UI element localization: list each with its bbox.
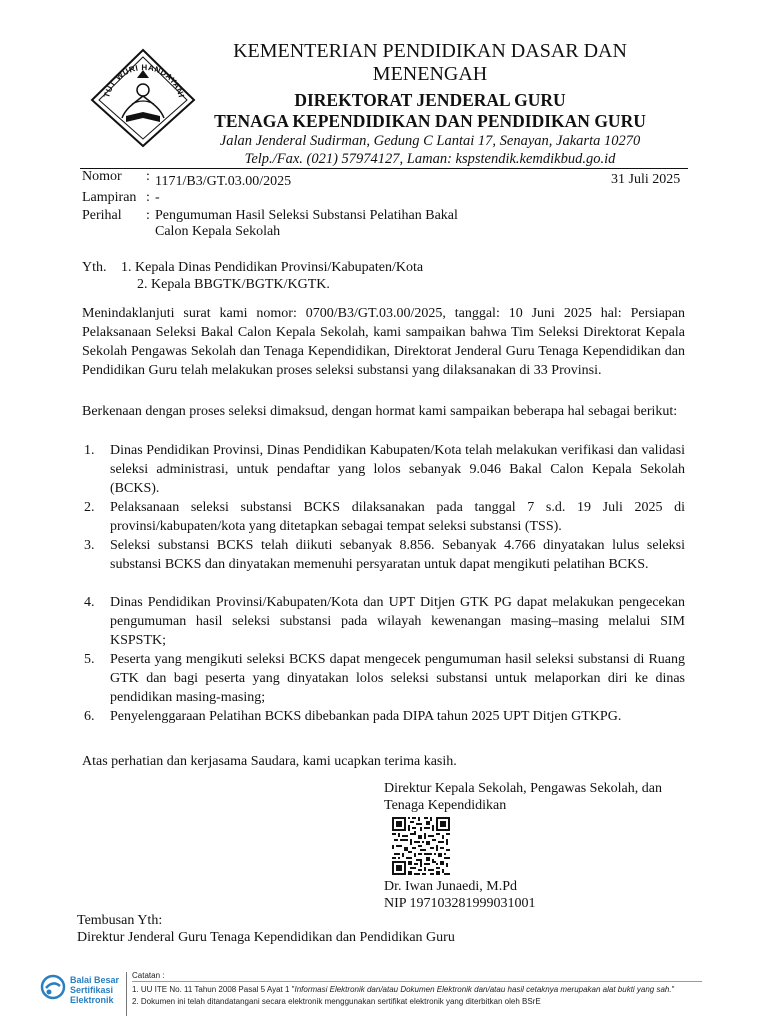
- nomor-colon: :: [146, 169, 150, 184]
- point-item-3: [82, 536, 685, 593]
- point-text: Dinas Pendidikan Provinsi/Kabupaten/Kota dan UPT Ditjen GTK PG dapat melakukan pengecekan pengumuman hasil seleksi substansi pada wilayah kewenangan masing–masing melalui SIM KSPSTK;: [110, 595, 685, 648]
- point-item-5: [82, 650, 685, 707]
- logo-motto-text: TUT WURI HANDAYANI: [102, 62, 186, 99]
- note-1-quote: Informasi Elektronik dan/atau Dokumen Elektronik dan/atau hasil cetaknya merupakan alat bukti yang sah.: [294, 985, 672, 994]
- svg-text:TUT WURI HANDAYANI: [102, 63, 186, 99]
- bsre-name-line-1: Balai Besar: [70, 975, 120, 985]
- footer-divider: [126, 972, 127, 1016]
- nomor-label: Nomor: [82, 169, 122, 184]
- point-number: 2.: [84, 500, 95, 515]
- perihal-label: Perihal: [82, 208, 122, 223]
- tembusan-line-1: Direktur Jenderal Guru Tenaga Kependidikan dan Pendidikan Guru: [77, 930, 455, 945]
- point-number: 3.: [84, 538, 95, 553]
- note-1-suffix: ": [671, 985, 675, 994]
- closing-sentence: Atas perhatian dan kerjasama Saudara, kami ucapkan terima kasih.: [82, 754, 457, 769]
- letter-date: 31 Juli 2025: [611, 172, 681, 187]
- footer-catatan-rule: [132, 981, 702, 982]
- point-text: Pelaksanaan seleksi substansi BCKS dilaksanakan pada tanggal 7 s.d. 19 Juli 2025 di provinsi/kabupaten/kota yang ditetapkan sebagai tempat seleksi substansi (TSS).: [110, 500, 685, 534]
- perihal-colon: :: [146, 208, 150, 223]
- perihal-line-2: Calon Kepala Sekolah: [155, 224, 281, 239]
- point-text: Dinas Pendidikan Provinsi, Dinas Pendidikan Kabupaten/Kota telah melakukan verifikasi dan validasi seleksi administrasi, untuk pendaftar yang lolos sebanyak 9.046 Bakal Calon Kepala Sekolah (BCKS).: [110, 443, 685, 496]
- ministry-name: KEMENTERIAN PENDIDIKAN DASAR DAN MENENGAH: [233, 40, 627, 85]
- note-1-prefix: 1. UU ITE No. 11 Tahun 2008 Pasal 5 Ayat 1 ": [132, 985, 295, 994]
- letterhead-divider: [80, 168, 688, 169]
- point-item-6: [82, 707, 685, 726]
- point-item-2: [82, 498, 685, 536]
- catatan-label: Catatan :: [132, 971, 165, 980]
- point-text: Peserta yang mengikuti seleksi BCKS dapat mengecek pengumuman hasil seleksi substansi di Ruang GTK dan bagi peserta yang dinyatakan lolos seleksi substansi untuk melaporkan diri ke dinas pendidikan masing-masing;: [110, 652, 685, 705]
- bsre-name-line-2: Sertifikasi: [70, 985, 114, 995]
- signatory-title-line-1: Direktur Kepala Sekolah, Pengawas Sekolah, dan: [384, 781, 662, 796]
- body-paragraph-2: Berkenaan dengan proses seleksi dimaksud, dengan hormat kami sampaikan beberapa hal sebagai berikut:: [82, 404, 678, 419]
- point-item-4: [82, 593, 685, 650]
- letterhead-address: Jalan Jenderal Sudirman, Gedung C Lantai 17, Senayan, Jakarta 10270: [219, 133, 641, 149]
- point-number: 5.: [84, 652, 95, 667]
- signatory-title-line-2: Tenaga Kependidikan: [384, 798, 507, 813]
- point-number: 4.: [84, 595, 95, 610]
- yth-label: Yth.: [82, 260, 107, 275]
- perihal-line-1: Pengumuman Hasil Seleksi Substansi Pelatihan Bakal: [155, 208, 458, 223]
- recipient-1: 1. Kepala Dinas Pendidikan Provinsi/Kabupaten/Kota: [121, 260, 424, 275]
- point-text: Seleksi substansi BCKS telah diikuti sebanyak 8.856. Sebanyak 4.766 dinyatakan lulus seleksi substansi BCKS dan dinyatakan memenuhi persyaratan untuk dapat mengikuti pelatihan BCKS.: [110, 538, 685, 572]
- directorate-line-1: DIREKTORAT JENDERAL GURU: [294, 90, 566, 110]
- nomor-value: 1171/B3/GT.03.00/2025: [155, 174, 292, 189]
- signatory-nip: NIP 197103281999031001: [384, 896, 536, 911]
- point-item-1: [82, 441, 685, 498]
- footer-note-1: [132, 984, 674, 995]
- lampiran-colon: :: [146, 190, 150, 205]
- body-paragraph-1: Menindaklanjuti surat kami nomor: 0700/B3/GT.03.00/2025, tanggal: 10 Juni 2025 hal: Persiapan Pelaksanaan Seleksi Bakal Calon Kepala Sekolah, kami sampaikan bahwa Tim Seleksi Direktorat Kepala Sekolah Pengawas Sekolah dan Tenaga Kependidikan, Direktorat Jenderal Guru Tenaga Kependidikan dan Pendidikan Guru telah melakukan proses seleksi substansi yang dilaksanakan di 33 Provinsi.: [82, 306, 685, 378]
- points-list: [82, 441, 685, 726]
- letterhead-contact: Telp./Fax. (021) 57974127, Laman: kspstendik.kemdikbud.go.id: [244, 151, 616, 167]
- point-number: 6.: [84, 709, 95, 724]
- point-text: Penyelenggaraan Pelatihan BCKS dibebankan pada DIPA tahun 2025 UPT Ditjen GTKPG.: [110, 709, 622, 724]
- lampiran-value: -: [155, 190, 160, 205]
- recipient-2: 2. Kepala BBGTK/BGTK/KGTK.: [137, 277, 330, 292]
- tut-wuri-handayani-logo: [88, 48, 198, 148]
- lampiran-label: Lampiran: [82, 190, 137, 205]
- signatory-name: Dr. Iwan Junaedi, M.Pd: [384, 879, 517, 894]
- signature-qr-code: [392, 817, 450, 875]
- footer-note-2: 2. Dokumen ini telah ditandatangani secara elektronik menggunakan sertifikat elektronik yang diterbitkan oleh BSrE: [132, 997, 541, 1006]
- point-number: 1.: [84, 443, 95, 458]
- bsre-name-line-3: Elektronik: [70, 995, 114, 1005]
- bsre-logo-icon: [40, 974, 66, 1000]
- directorate-line-2: TENAGA KEPENDIDIKAN DAN PENDIDIKAN GURU: [214, 111, 646, 131]
- tembusan-label: Tembusan Yth:: [77, 913, 163, 928]
